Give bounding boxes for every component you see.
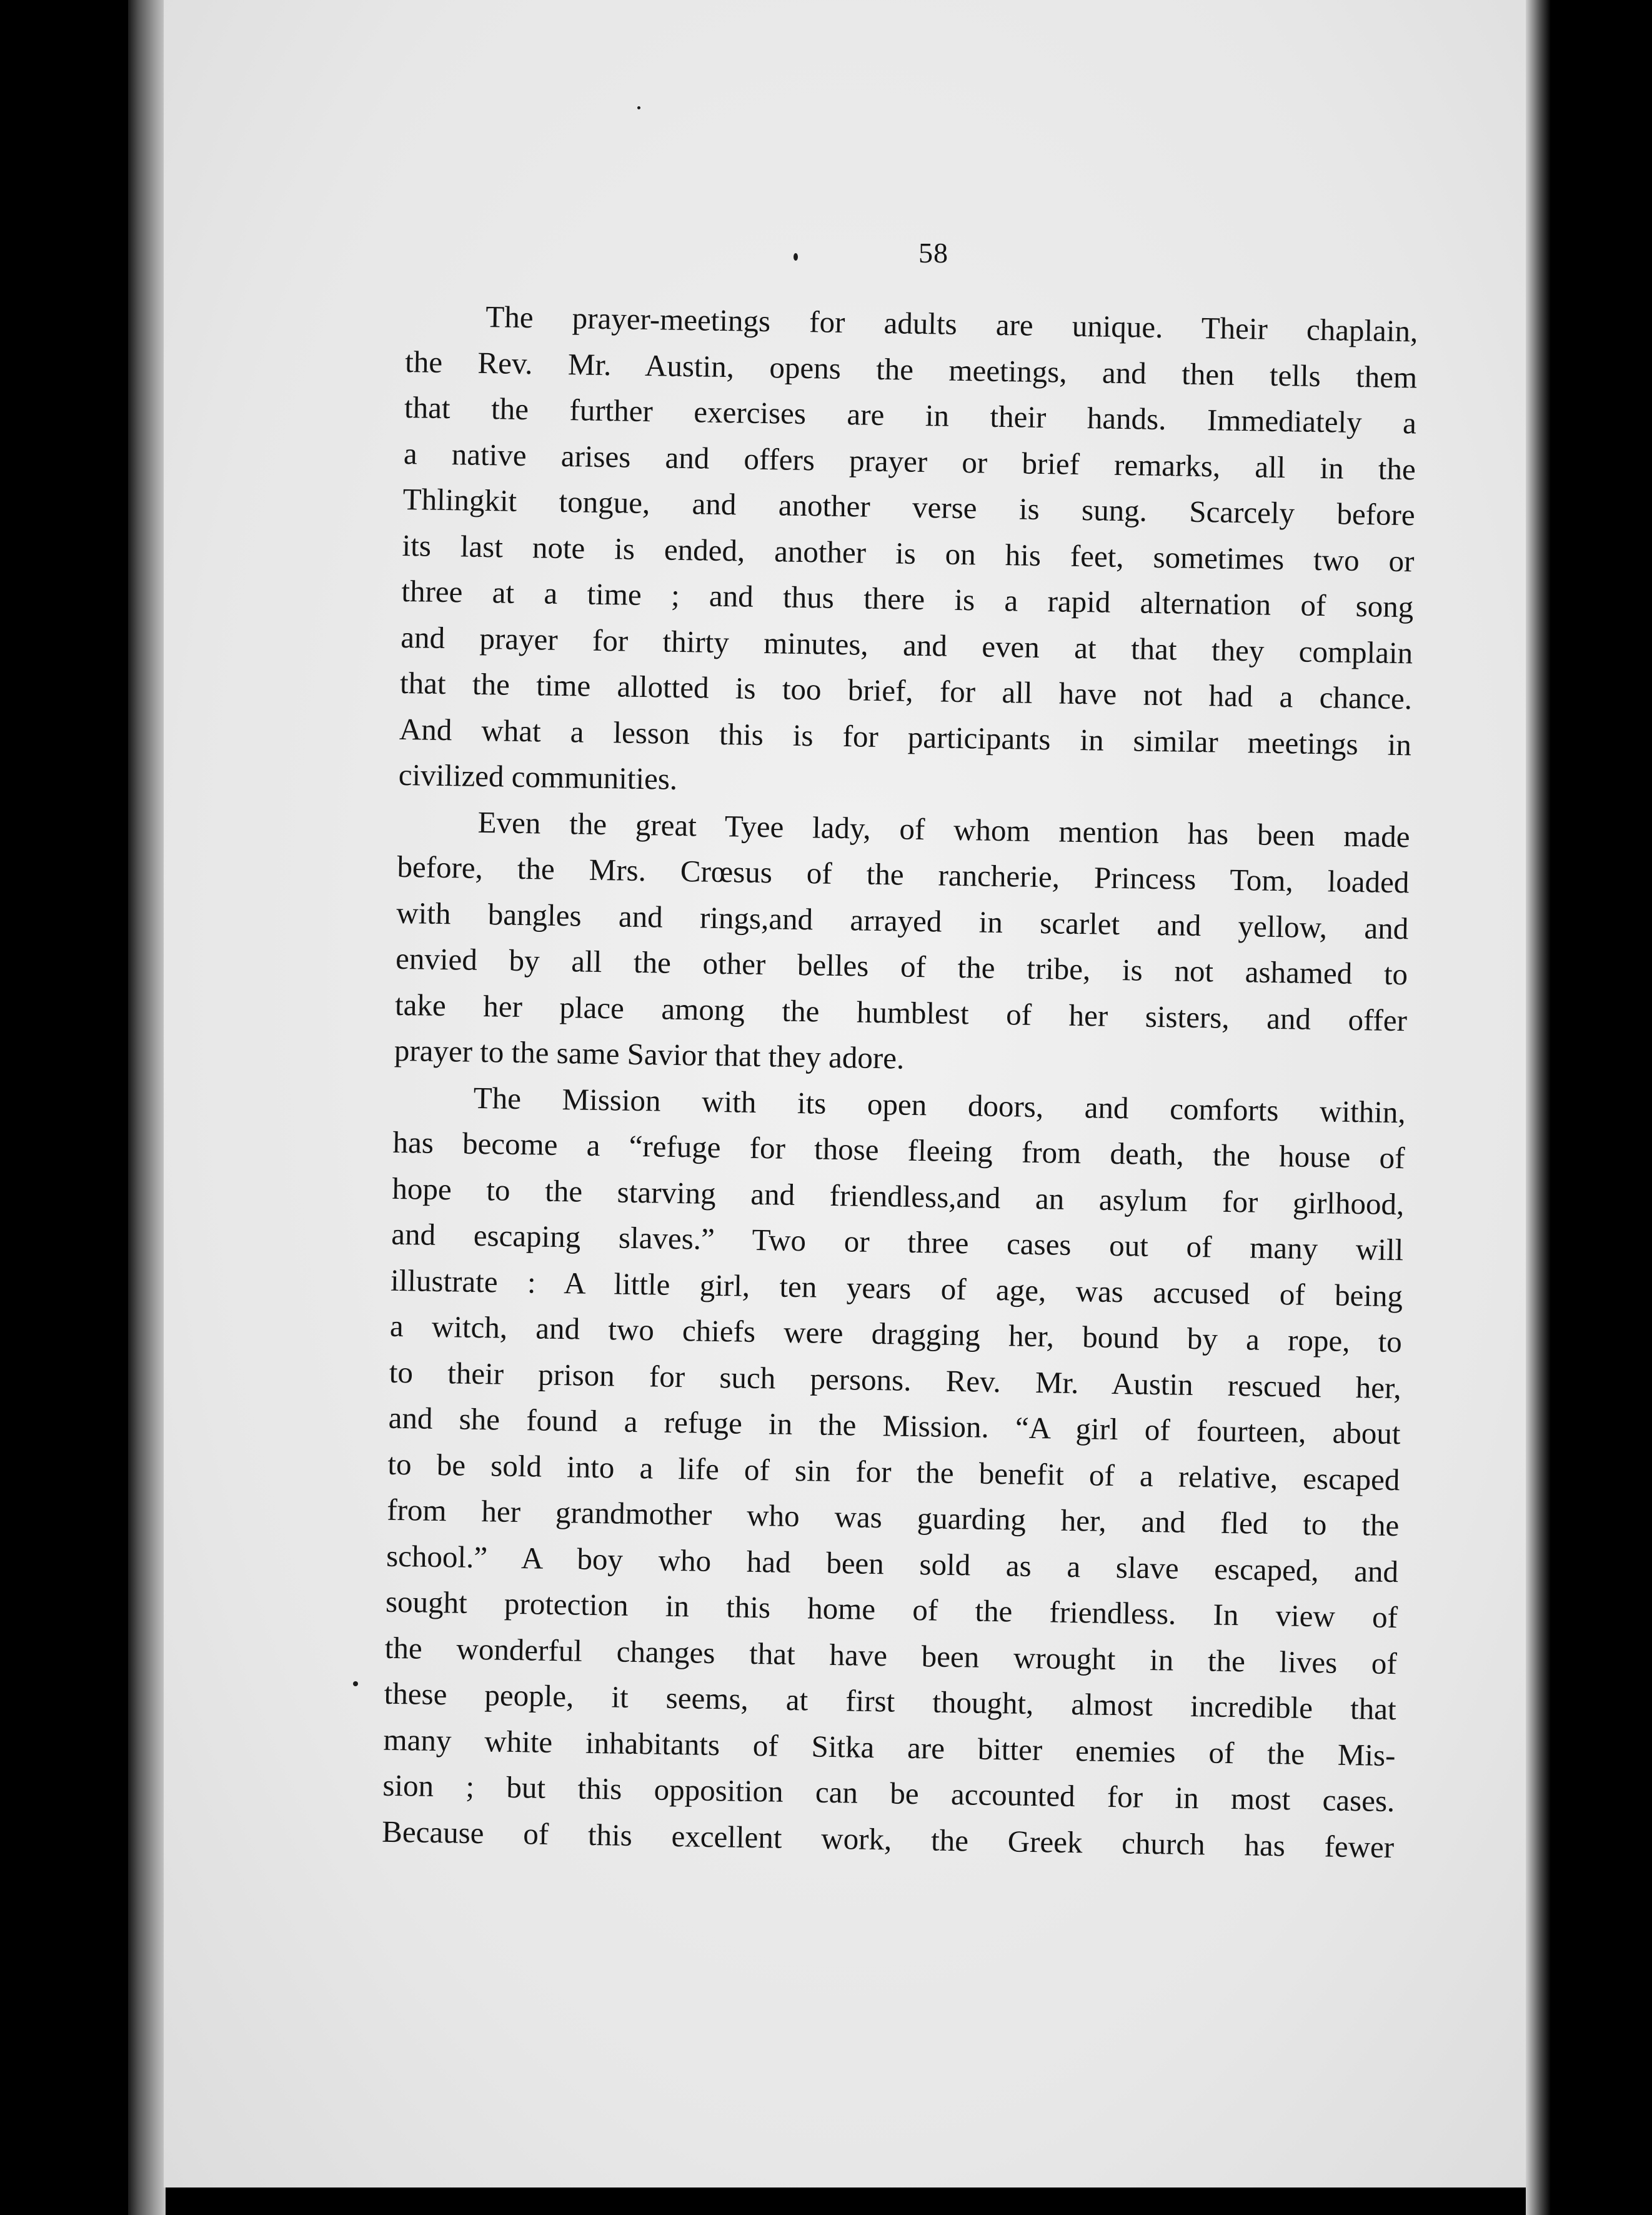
text-line: with bangles and rings,and arrayed in scarlet and yellow, and bbox=[396, 895, 1409, 946]
text-line: civilized communities. bbox=[398, 757, 678, 796]
text-line: its last note is ended, another is on his feet, sometimes two or bbox=[402, 528, 1415, 578]
text-line: Thlingkit tongue, and another verse is sung. Scarcely before bbox=[402, 481, 1416, 532]
text-line: sought protection in this home of the friendless. In view of bbox=[385, 1584, 1398, 1635]
paragraph-3 bbox=[382, 1073, 1406, 1870]
text-line: a native arises and offers prayer or brief remarks, all in the bbox=[403, 436, 1416, 486]
text-line: And what a lesson this is for participants in similar meetings in bbox=[399, 711, 1412, 762]
text-line: to be sold into a life of sin for the benefit of a relative, escaped bbox=[387, 1446, 1400, 1497]
text-line: the Rev. Mr. Austin, opens the meetings, and then tells them bbox=[404, 344, 1418, 394]
text-line: prayer to the same Savior that they adore. bbox=[394, 1032, 905, 1076]
adjacent-page-edge bbox=[1551, 0, 1620, 2215]
text-line: before, the Mrs. Crœsus of the rancherie, Princess Tom, loaded bbox=[397, 849, 1410, 900]
text-line: and prayer for thirty minutes, and even at that they complain bbox=[400, 619, 1413, 670]
text-line: and she found a refuge in the Mission. “A girl of fourteen, about bbox=[388, 1400, 1401, 1451]
text-line: has become a “refuge for those fleeing from death, the house of bbox=[392, 1124, 1405, 1176]
text-line: The prayer-meetings for adults are unique. Their chaplain, bbox=[485, 299, 1418, 349]
text-line: school.” A boy who had been sold as a slave escaped, and bbox=[386, 1538, 1399, 1589]
scan-speck bbox=[353, 1681, 358, 1686]
text-line: a witch, and two chiefs were dragging her, bound by a rope, to bbox=[389, 1308, 1403, 1359]
text-line: the wonderful changes that have been wrought in the lives of bbox=[384, 1630, 1398, 1681]
text-line: that the further exercises are in their hands. Immediately a bbox=[404, 389, 1417, 441]
book-spine-edge bbox=[128, 0, 166, 2215]
paragraph-2 bbox=[394, 798, 1410, 1089]
text-line: from her grandmother who was guarding her, and fled to the bbox=[386, 1492, 1400, 1543]
right-gutter-shadow bbox=[1526, 0, 1551, 2215]
text-line: Even the great Tyee lady, of whom mention has been made bbox=[477, 804, 1410, 854]
text-line: and escaping slaves.” Two or three cases out of many will bbox=[391, 1216, 1404, 1268]
page-number: 58 bbox=[918, 237, 948, 269]
text-line: that the time allotted is too brief, for all have not had a chance. bbox=[399, 665, 1413, 716]
text-line: sion ; but this opposition can be accounted for in most cases. bbox=[382, 1768, 1395, 1819]
scan-speck bbox=[637, 106, 640, 109]
scan-speck bbox=[794, 253, 798, 261]
text-line: take her place among the humblest of her sisters, and offer bbox=[394, 987, 1408, 1038]
text-line: hope to the starving and friendless,and an asylum for girlhood, bbox=[392, 1171, 1405, 1221]
text-line: to their prison for such persons. Rev. Mr. Austin rescued her, bbox=[389, 1354, 1402, 1405]
text-line: many white inhabitants of Sitka are bitter enemies of the Mis- bbox=[383, 1722, 1396, 1772]
text-line: these people, it seems, at first thought, almost incredible that bbox=[384, 1676, 1397, 1727]
text-line: envied by all the other belles of the tribe, is not ashamed to bbox=[395, 941, 1408, 992]
paragraph-1 bbox=[398, 292, 1418, 814]
text-line: illustrate : A little girl, ten years of age, was accused of being bbox=[390, 1262, 1403, 1313]
body-text bbox=[382, 292, 1418, 1870]
text-line: Because of this excellent work, the Greek church has fewer bbox=[381, 1814, 1395, 1864]
text-line: three at a time ; and thus there is a rapid alternation of song bbox=[401, 573, 1414, 624]
text-line: The Mission with its open doors, and comforts within, bbox=[473, 1080, 1406, 1129]
